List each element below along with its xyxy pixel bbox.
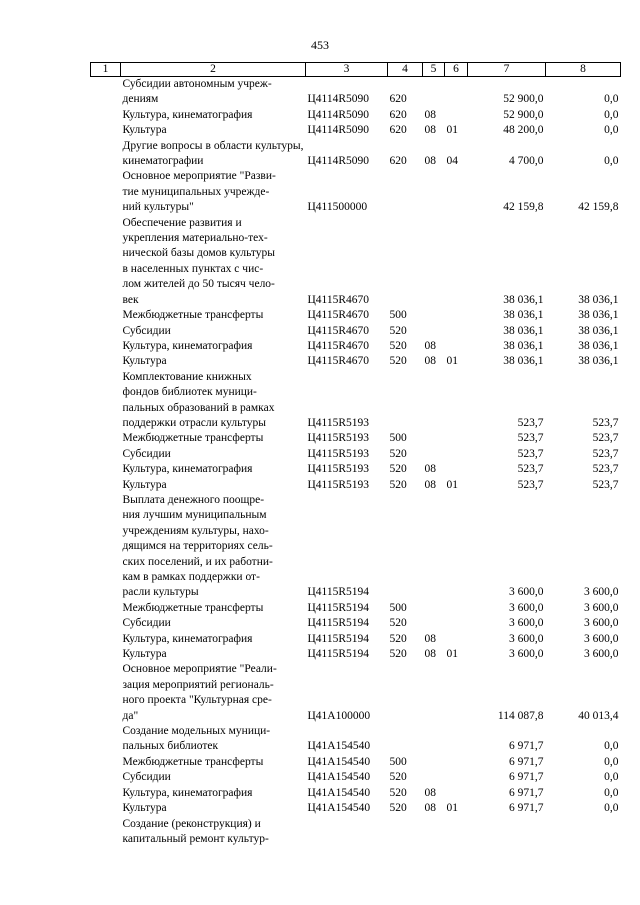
row-subsection [445,370,468,432]
column-header: 2 [121,63,306,77]
table-row [91,647,621,662]
row-target-code: Ц41А100000 [307,709,371,722]
row-amount-1: 6 971,7 [509,740,544,753]
row-empty-cell [91,324,121,339]
row-section [423,601,445,616]
row-target-code: Ц4115R4670 [307,293,370,306]
row-empty-cell [91,616,121,631]
column-header: 5 [423,63,445,77]
row-subsection: 01 [446,648,458,661]
row-section: 08 [424,463,436,476]
row-section: 08 [424,108,436,121]
row-section: 08 [424,478,436,491]
row-amount-1 [468,817,546,848]
row-empty-cell [91,632,121,647]
table-row [91,616,621,631]
row-subsection [445,77,468,108]
column-header: 6 [445,63,468,77]
row-empty-cell [91,77,121,108]
row-empty-cell [91,123,121,138]
table-row [91,108,621,123]
column-header: 3 [306,63,388,77]
row-empty-cell [91,493,121,601]
table-row [91,324,621,339]
row-target-code: Ц4115R5193 [307,478,370,491]
row-section: 08 [424,355,436,368]
row-empty-cell [91,108,121,123]
row-target-code: Ц4115R5194 [307,617,370,630]
table-row [91,339,621,354]
table-row [91,724,621,755]
row-name: Межбюджетные трансферты [122,309,264,322]
row-section [423,308,445,323]
row-target-code [306,817,388,848]
row-name: Субсидии [122,324,171,337]
row-target-code: Ц411500000 [307,201,368,214]
row-amount-1: 523,7 [517,432,544,445]
row-amount-1: 48 200,0 [503,124,544,137]
row-name: Создание модельных муници- пальных библиотек [122,725,271,753]
row-empty-cell [91,431,121,446]
row-amount-2: 38 036,1 [578,293,619,306]
row-empty-cell [91,786,121,801]
table-row [91,755,621,770]
row-amount-1: 52 900,0 [503,93,544,106]
row-empty-cell [91,817,121,848]
table-row [91,817,621,848]
row-section: 08 [424,786,436,799]
row-subsection [445,108,468,123]
row-empty-cell [91,647,121,662]
row-name: Культура, кинематография [122,786,253,799]
row-empty-cell [91,339,121,354]
table-row [91,308,621,323]
row-target-code: Ц4114R5090 [307,108,370,121]
row-empty-cell [91,662,121,724]
row-section [423,755,445,770]
row-expense-type: 520 [389,617,407,630]
row-expense-type: 620 [389,124,407,137]
column-header: 1 [91,63,121,77]
table-row [91,370,621,432]
row-amount-1: 38 036,1 [503,293,544,306]
row-expense-type [388,370,423,432]
row-name: Выплата денежного поощре- ния лучшим муниципальным учреждениям культуры, нахо- дящимся на территориях сель- ских поселений, и их работни- кам в рамках поддержки от- расли культуры [122,493,273,599]
row-subsection [445,770,468,785]
row-subsection [445,339,468,354]
row-subsection [445,724,468,755]
row-empty-cell [91,169,121,215]
row-section [423,616,445,631]
row-expense-type: 520 [389,324,407,337]
row-empty-cell [91,216,121,308]
row-expense-type: 520 [389,447,407,460]
table-body [91,77,621,848]
row-amount-2: 3 600,0 [584,617,619,630]
row-expense-type: 620 [389,93,407,106]
row-name: Культура [122,355,167,368]
row-empty-cell [91,139,121,170]
table-row [91,139,621,170]
row-empty-cell [91,462,121,477]
header-row [91,63,621,77]
row-name: Основное мероприятие "Реали- зация мероприятий региональ- ного проекта "Культурная сре- да" [122,663,277,722]
row-name: Субсидии [122,447,171,460]
row-amount-2: 0,0 [604,155,619,168]
table-row [91,169,621,215]
row-amount-2: 0,0 [604,802,619,815]
row-name: Культура, кинематография [122,339,253,352]
row-amount-2: 523,7 [592,478,619,491]
row-expense-type [388,662,423,724]
row-subsection: 01 [446,355,458,368]
row-name: Культура, кинематография [122,632,253,645]
row-name: Комплектование книжных фондов библиотек муници- пальных образований в рамках поддержки отрасли культуры [122,370,275,429]
table-row [91,786,621,801]
row-amount-1: 3 600,0 [509,586,544,599]
row-name: Культура [122,124,167,137]
row-amount-2: 0,0 [604,771,619,784]
row-subsection [445,786,468,801]
row-section [423,770,445,785]
table-row [91,216,621,308]
row-target-code: Ц4115R4670 [307,324,370,337]
row-target-code: Ц4115R5193 [307,447,370,460]
row-amount-2: 0,0 [604,93,619,106]
row-subsection: 01 [446,478,458,491]
row-target-code: Ц4115R5194 [307,648,370,661]
row-name: Другие вопросы в области культуры, кинематографии [122,139,304,168]
row-expense-type: 620 [389,155,407,168]
row-section: 08 [424,802,436,815]
row-target-code: Ц41А154540 [307,740,371,753]
column-header: 4 [388,63,423,77]
row-subsection [445,308,468,323]
row-amount-1: 6 971,7 [509,771,544,784]
row-empty-cell [91,478,121,493]
row-amount-1: 4 700,0 [509,155,544,168]
row-empty-cell [91,354,121,369]
row-subsection [445,169,468,215]
row-target-code: Ц4115R5193 [307,416,370,429]
row-target-code: Ц41А154540 [307,802,371,815]
row-amount-1: 3 600,0 [509,648,544,661]
row-target-code: Ц4114R5090 [307,124,370,137]
row-expense-type: 520 [389,648,407,661]
row-amount-1: 523,7 [517,416,544,429]
row-target-code: Ц4115R5194 [307,601,370,614]
row-amount-1: 6 971,7 [509,755,544,768]
row-expense-type: 520 [389,786,407,799]
row-target-code: Ц4115R5194 [307,632,370,645]
row-empty-cell [91,308,121,323]
row-subsection [445,632,468,647]
table-row [91,493,621,601]
row-section: 08 [424,648,436,661]
row-subsection [445,817,468,848]
row-amount-2: 38 036,1 [578,355,619,368]
row-amount-2: 3 600,0 [584,648,619,661]
row-subsection [445,324,468,339]
row-name: Межбюджетные трансферты [122,601,264,614]
row-amount-2: 40 013,4 [578,709,619,722]
page-number: 453 [311,38,329,52]
table-row [91,801,621,816]
row-target-code: Ц4115R5194 [307,586,370,599]
row-name: Культура, кинематография [122,108,253,121]
row-subsection: 01 [446,124,458,137]
row-subsection [445,431,468,446]
row-amount-2: 0,0 [604,108,619,121]
row-amount-1: 3 600,0 [509,601,544,614]
row-section [423,431,445,446]
row-subsection [445,493,468,601]
row-target-code: Ц4115R5193 [307,432,370,445]
row-subsection [445,447,468,462]
row-amount-2: 3 600,0 [584,586,619,599]
row-amount-2 [546,817,621,848]
row-expense-type: 620 [389,108,407,121]
row-expense-type: 520 [389,802,407,815]
row-expense-type: 520 [389,339,407,352]
table-row [91,431,621,446]
row-name: Основное мероприятие "Разви- тие муниципальных учрежде- ний культуры" [122,170,276,214]
row-target-code: Ц41А154540 [307,786,371,799]
row-expense-type: 520 [389,632,407,645]
row-target-code: Ц4115R4670 [307,339,370,352]
table-row [91,770,621,785]
row-name: Культура, кинематография [122,463,253,476]
row-section [423,724,445,755]
row-subsection [445,662,468,724]
budget-table [90,62,621,847]
row-amount-1: 38 036,1 [503,324,544,337]
row-expense-type [388,817,423,848]
row-name: Культура [122,478,167,491]
row-target-code: Ц4114R5090 [307,93,370,106]
row-target-code: Ц4115R4670 [307,355,370,368]
row-subsection [445,462,468,477]
row-subsection: 01 [446,802,458,815]
table-row [91,632,621,647]
row-amount-2: 3 600,0 [584,601,619,614]
row-subsection [445,216,468,308]
table-row [91,462,621,477]
table-row [91,601,621,616]
row-empty-cell [91,601,121,616]
row-empty-cell [91,724,121,755]
row-empty-cell [91,755,121,770]
row-amount-2: 0,0 [604,124,619,137]
row-empty-cell [91,370,121,432]
table-row [91,478,621,493]
row-subsection [445,601,468,616]
row-expense-type [388,216,423,308]
row-section [423,324,445,339]
row-section [423,169,445,215]
row-name: Культура [122,648,167,661]
row-expense-type: 520 [389,771,407,784]
row-amount-2: 38 036,1 [578,339,619,352]
row-empty-cell [91,770,121,785]
row-name: Межбюджетные трансферты [122,432,264,445]
row-amount-1: 3 600,0 [509,632,544,645]
row-amount-1: 114 087,8 [497,709,544,722]
row-section [423,662,445,724]
row-section [423,447,445,462]
row-expense-type: 520 [389,463,407,476]
row-amount-1: 52 900,0 [503,108,544,121]
row-amount-2: 523,7 [592,447,619,460]
row-amount-1: 38 036,1 [503,339,544,352]
row-amount-2: 38 036,1 [578,324,619,337]
table-row [91,123,621,138]
table-header [91,63,621,77]
row-name: Создание (реконструкция) и капитальный ремонт культур- [122,817,269,845]
row-section: 08 [424,124,436,137]
row-section [423,493,445,601]
row-expense-type [388,493,423,601]
row-section [423,216,445,308]
row-name: Межбюджетные трансферты [122,755,264,768]
row-expense-type: 520 [389,478,407,491]
row-amount-2: 523,7 [592,463,619,476]
row-amount-1: 6 971,7 [509,786,544,799]
row-subsection [445,616,468,631]
row-amount-2: 523,7 [592,416,619,429]
table-row [91,77,621,108]
row-amount-1: 523,7 [517,463,544,476]
row-amount-2: 0,0 [604,740,619,753]
row-expense-type: 520 [389,355,407,368]
row-subsection [445,755,468,770]
row-amount-2: 0,0 [604,786,619,799]
row-expense-type: 500 [389,309,407,322]
row-name: Культура [122,802,167,815]
row-amount-1: 38 036,1 [503,309,544,322]
row-amount-1: 6 971,7 [509,802,544,815]
row-section: 08 [424,339,436,352]
row-amount-2: 0,0 [604,755,619,768]
table-row [91,447,621,462]
row-name: Субсидии автономным учреж- дениям [122,78,272,106]
row-name: Обеспечение развития и укрепления материально-тех- нической базы домов культуры в населенных пунктах с чис- лом жителей до 50 тысяч чело- век [122,216,275,306]
row-amount-2: 3 600,0 [584,632,619,645]
row-amount-2: 42 159,8 [578,201,619,214]
row-subsection: 04 [446,155,458,168]
row-section: 08 [424,632,436,645]
row-amount-1: 523,7 [517,478,544,491]
row-target-code: Ц41А154540 [307,771,371,784]
table-row [91,354,621,369]
row-empty-cell [91,447,121,462]
row-empty-cell [91,801,121,816]
row-section: 08 [424,155,436,168]
row-amount-1: 3 600,0 [509,617,544,630]
row-expense-type: 500 [389,601,407,614]
row-amount-2: 523,7 [592,432,619,445]
row-expense-type [388,169,423,215]
row-name: Субсидии [122,771,171,784]
row-expense-type: 500 [389,755,407,768]
row-expense-type: 500 [389,432,407,445]
row-section [423,77,445,108]
column-header: 8 [546,63,621,77]
table-row [91,662,621,724]
row-section [423,817,445,848]
column-header: 7 [468,63,546,77]
row-expense-type [388,724,423,755]
row-amount-1: 38 036,1 [503,355,544,368]
row-target-code: Ц41А154540 [307,755,371,768]
row-target-code: Ц4115R5193 [307,463,370,476]
row-target-code: Ц4114R5090 [307,155,370,168]
row-section [423,370,445,432]
row-amount-1: 523,7 [517,447,544,460]
row-target-code: Ц4115R4670 [307,309,370,322]
row-amount-2: 38 036,1 [578,309,619,322]
row-name: Субсидии [122,617,171,630]
row-amount-1: 42 159,8 [503,201,544,214]
